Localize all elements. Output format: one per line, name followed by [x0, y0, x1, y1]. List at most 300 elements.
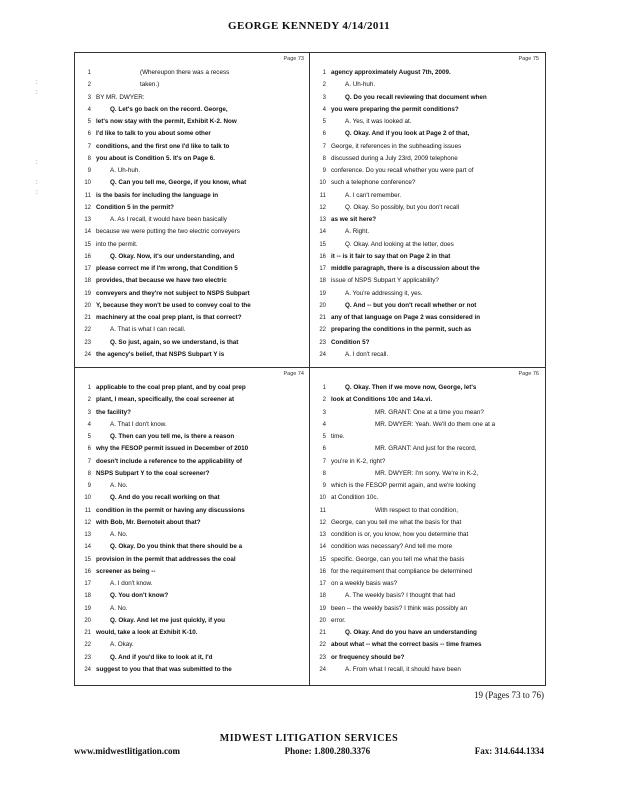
line-text: suggest to you that that was submitted to the [96, 665, 232, 673]
transcript-line [310, 263, 543, 275]
transcript-line [310, 128, 543, 140]
line-text: A. I don't recall. [345, 350, 389, 358]
transcript-line [310, 615, 543, 627]
line-text: MR. GRANT: One at a time you mean? [375, 408, 484, 416]
transcript-line [310, 382, 543, 394]
transcript-line [75, 578, 308, 590]
line-list [75, 67, 308, 361]
transcript-line [310, 566, 543, 578]
line-text: applicable to the coal prep plant, and by coal prep [96, 384, 246, 391]
line-number: 18 [84, 278, 91, 285]
transcript-line [75, 116, 308, 128]
line-text: A. As I recall, it would have been basically [110, 216, 227, 223]
transcript-line [75, 202, 308, 214]
transcript-line [310, 456, 543, 468]
transcript-line [310, 468, 543, 480]
line-number: 16 [84, 253, 91, 260]
line-text: I'd like to talk to you about some other [96, 130, 211, 138]
transcript-line [75, 627, 308, 639]
line-number: 20 [84, 617, 91, 624]
line-number: 13 [84, 532, 91, 538]
line-number: 8 [87, 155, 91, 162]
line-number: 15 [84, 241, 91, 248]
transcript-line [75, 275, 308, 287]
transcript-line [310, 153, 543, 165]
line-list [310, 67, 543, 361]
line-text: time. [331, 433, 345, 440]
transcript-line [310, 251, 543, 263]
line-text: Condition 5? [331, 338, 370, 346]
line-text: A. Uh-huh. [345, 81, 376, 89]
line-number: 4 [322, 106, 326, 113]
transcript-line [75, 104, 308, 116]
line-number: 17 [319, 581, 326, 587]
transcript-line [310, 214, 543, 226]
line-number: 1 [87, 385, 91, 391]
transcript-line [75, 263, 308, 275]
transcript-line [75, 153, 308, 165]
transcript-line [310, 165, 543, 177]
transcript-page-74 [75, 368, 308, 681]
line-number: 5 [322, 434, 326, 440]
transcript-line [75, 505, 308, 517]
line-text: NSPS Subpart Y to the coal screener? [96, 469, 210, 477]
line-text: Q. Do you recall reviewing that document when [345, 93, 487, 101]
line-text: about what -- what the correct basis -- time frames [331, 641, 482, 649]
transcript-line [310, 275, 543, 287]
line-number: 3 [322, 409, 326, 416]
line-number: 23 [84, 339, 91, 346]
line-number: 7 [322, 143, 326, 150]
transcript-line [310, 443, 543, 455]
transcript-line [75, 214, 308, 226]
line-text: discussed during a July 23rd, 2009 telephone [331, 154, 458, 162]
transcript-line [75, 492, 308, 504]
line-text: please correct me if I'm wrong, that Condition 5 [96, 265, 238, 272]
transcript-line [310, 541, 543, 553]
line-number: 14 [84, 229, 91, 236]
transcript-line [310, 480, 543, 492]
transcript-line [310, 104, 543, 116]
line-number: 2 [322, 82, 326, 89]
line-number: 11 [84, 507, 91, 514]
line-text: you're in K-2, right? [331, 457, 386, 465]
transcript-line [310, 312, 543, 324]
transcript-line [75, 349, 308, 361]
line-text: conference. Do you recall whether you were part of [331, 167, 474, 174]
line-number: 3 [87, 94, 91, 101]
line-number: 21 [319, 315, 326, 321]
transcript-line [75, 67, 308, 79]
line-text: A. Uh-huh. [110, 167, 141, 174]
line-text: into the permit. [96, 240, 138, 248]
line-number: 20 [319, 302, 326, 309]
line-text: provides, that because we have two electric [96, 277, 227, 285]
line-number: 6 [87, 446, 91, 453]
transcript-line [75, 324, 308, 336]
transcript-line [310, 652, 543, 664]
line-text: such a telephone conference? [331, 179, 416, 187]
line-number: 24 [84, 666, 91, 673]
transcript-line [75, 443, 308, 455]
line-text: MR. DWYER: Yeah. We'll do them one at a [375, 420, 496, 428]
line-text: Condition 5 in the permit? [96, 203, 175, 211]
line-text: Q. Okay. Do you think that there should be a [110, 543, 243, 551]
line-text: A. That is what I can recall. [110, 326, 186, 334]
line-text: Q. And do you recall working on that [110, 494, 220, 502]
transcript-line [310, 202, 543, 214]
line-number: 1 [322, 70, 326, 76]
line-list [75, 382, 308, 676]
line-text: condition is or, you know, how you determine that [331, 531, 469, 538]
transcript-line [75, 288, 308, 300]
transcript-line [310, 554, 543, 566]
line-text: let's now stay with the permit, Exhibit K-2. Now [96, 118, 237, 125]
line-number: 11 [319, 192, 326, 199]
line-number: 17 [319, 266, 326, 272]
line-text: A. The weekly basis? I thought that had [345, 592, 456, 600]
transcript-line [75, 165, 308, 177]
line-number: 21 [84, 630, 91, 636]
line-number: 12 [84, 519, 91, 526]
transcript-line [310, 239, 543, 251]
line-number: 10 [84, 180, 91, 187]
line-number: 1 [87, 70, 91, 76]
line-number: 7 [87, 143, 91, 150]
transcript-line [75, 517, 308, 529]
line-number: 3 [87, 409, 91, 416]
line-text: the agency's belief, that NSPS Subpart Y is [96, 350, 225, 358]
line-text: the facility? [96, 408, 131, 416]
line-text: because we were putting the two electric conveyers [96, 228, 240, 236]
line-number: 13 [84, 217, 91, 223]
transcript-line [310, 300, 543, 312]
line-number: 19 [84, 290, 91, 297]
transcript-line [75, 382, 308, 394]
line-number: 20 [319, 617, 326, 624]
line-number: 13 [319, 217, 326, 223]
line-number: 10 [319, 180, 326, 187]
transcript-line [310, 517, 543, 529]
transcript-line [75, 615, 308, 627]
document-header: GEORGE KENNEDY 4/14/2011 [228, 20, 390, 32]
line-text: With respect to that condition, [375, 506, 458, 514]
line-text: is the basis for including the language in [96, 191, 219, 199]
line-number: 24 [319, 666, 326, 673]
line-number: 11 [84, 192, 91, 199]
line-text: would, take a look at Exhibit K-10. [96, 629, 198, 636]
line-number: 12 [84, 204, 91, 211]
transcript-line [75, 394, 308, 406]
line-number: 19 [84, 605, 91, 612]
transcript-line [310, 603, 543, 615]
line-text: George, can you tell me what the basis for that [331, 518, 462, 526]
transcript-page-75 [310, 53, 543, 366]
transcript-line [75, 407, 308, 419]
transcript-line [75, 190, 308, 202]
transcript-line [75, 566, 308, 578]
page-label: Page 75 [518, 56, 539, 62]
line-number: 19 [319, 290, 326, 297]
transcript-line [310, 407, 543, 419]
transcript-line [310, 664, 543, 676]
line-text: issue of NSPS Subpart Y applicability? [331, 277, 439, 285]
transcript-line [310, 337, 543, 349]
transcript-line [75, 468, 308, 480]
line-number: 19 [319, 605, 326, 612]
line-text: George, it references in the subheading issues [331, 142, 462, 150]
line-number: 4 [322, 421, 326, 428]
transcript-line [310, 394, 543, 406]
line-number: 22 [84, 642, 91, 649]
line-text: A. From what I recall, it should have been [345, 665, 461, 673]
line-text: any of that language on Page 2 was considered in [331, 314, 481, 321]
transcript-line [310, 627, 543, 639]
line-text: provision in the permit that addresses the coal [96, 555, 236, 563]
transcript-line [75, 251, 308, 263]
line-text: condition in the permit or having any discussions [96, 506, 245, 514]
line-number: 2 [87, 82, 91, 89]
line-number: 24 [84, 351, 91, 358]
transcript-page-73 [75, 53, 308, 366]
line-number: 10 [319, 495, 326, 502]
transcript-line [75, 541, 308, 553]
line-number: 21 [319, 630, 326, 636]
transcript-line [310, 505, 543, 517]
line-text: as we sit here? [331, 216, 377, 223]
line-number: 7 [87, 458, 91, 465]
line-text: A. That I don't know. [110, 420, 167, 428]
transcript-line [75, 337, 308, 349]
line-number: 14 [319, 544, 326, 551]
line-text: doesn't include a reference to the applicability of [96, 457, 243, 465]
transcript-line [310, 431, 543, 443]
line-number: 18 [84, 593, 91, 600]
line-text: A. I don't know. [110, 580, 153, 587]
line-number: 5 [87, 434, 91, 440]
line-number: 2 [87, 397, 91, 404]
line-number: 21 [84, 315, 91, 321]
transcript-line [310, 419, 543, 431]
line-number: 9 [322, 483, 326, 489]
line-number: 22 [319, 327, 326, 334]
transcript-line [75, 226, 308, 238]
line-text: Q. Can you tell me, George, if you know, what [110, 179, 247, 187]
line-number: 8 [322, 155, 326, 162]
line-number: 17 [84, 581, 91, 587]
transcript-line [310, 190, 543, 202]
line-text: agency approximately August 7th, 2009. [331, 69, 451, 76]
line-number: 18 [319, 593, 326, 600]
line-number: 5 [87, 119, 91, 125]
transcript-line [75, 92, 308, 104]
line-text: specific. George, can you tell me what the basis [331, 555, 465, 563]
transcript-line [310, 116, 543, 128]
line-text: it -- is it fair to say that on Page 2 in that [331, 252, 451, 260]
line-number: 6 [87, 131, 91, 138]
line-number: 20 [84, 302, 91, 309]
line-text: taken.) [140, 81, 160, 89]
transcript-line [310, 141, 543, 153]
line-number: 6 [322, 131, 326, 138]
line-text: MR. GRANT: And just for the record, [375, 445, 477, 453]
line-text: which is the FESOP permit again, and we're looking [331, 482, 476, 489]
line-text: Q. Okay. And do you have an understanding [345, 629, 477, 636]
line-number: 4 [87, 106, 91, 113]
line-text: A. Okay. [110, 641, 134, 649]
transcript-line [75, 480, 308, 492]
line-text: condition was necessary? And tell me more [331, 543, 453, 551]
line-text: Q. Okay. Now, it's our understanding, and [110, 252, 235, 260]
transcript-line [75, 312, 308, 324]
transcript-line [75, 128, 308, 140]
transcript-line [310, 226, 543, 238]
line-number: 6 [322, 446, 326, 453]
line-number: 14 [319, 229, 326, 236]
line-number: 16 [84, 568, 91, 575]
footer-contact [74, 746, 544, 756]
line-text: A. No. [110, 604, 128, 612]
line-text: Q. Let's go back on the record. George, [110, 105, 228, 113]
footer-company: MIDWEST LITIGATION SERVICES [219, 733, 399, 744]
transcript-line [310, 349, 543, 361]
line-text: conditions, and the first one I'd like to talk to [96, 142, 230, 150]
line-text: preparing the conditions in the permit, such as [331, 326, 472, 334]
line-text: for the requirement that compliance be determined [331, 567, 473, 575]
transcript-line [75, 590, 308, 602]
line-number: 15 [319, 556, 326, 563]
transcript-line [75, 554, 308, 566]
transcript-line [75, 456, 308, 468]
line-number: 22 [319, 642, 326, 649]
line-text: been -- the weekly basis? I think was possibly an [331, 604, 468, 612]
line-number: 12 [319, 204, 326, 211]
line-number: 17 [84, 266, 91, 272]
line-text: Q. So just, again, so we understand, is that [110, 338, 239, 346]
footer-phone: Phone: 1.800.280.3376 [284, 746, 371, 756]
transcript-line [310, 177, 543, 189]
line-number: 16 [319, 253, 326, 260]
transcript-line [75, 177, 308, 189]
transcript-line [310, 590, 543, 602]
line-number: 1 [322, 385, 326, 391]
line-text: plant, I mean, specifically, the coal screener at [96, 396, 235, 404]
line-number: 22 [84, 327, 91, 334]
line-text: at Condition 10c. [331, 494, 379, 502]
transcript-line [75, 419, 308, 431]
line-number: 7 [322, 458, 326, 465]
transcript-line [310, 79, 543, 91]
line-number: 15 [319, 241, 326, 248]
line-number: 13 [319, 532, 326, 538]
footer-website: www.midwestlitigation.com [74, 746, 180, 756]
transcript-line [310, 492, 543, 504]
line-text: (Whereupon there was a recess [140, 69, 230, 76]
transcript-line [75, 300, 308, 312]
line-number: 9 [87, 168, 91, 174]
line-number: 8 [87, 470, 91, 477]
line-number: 11 [319, 507, 326, 514]
line-text: you were preparing the permit conditions? [331, 105, 459, 113]
line-number: 24 [319, 351, 326, 358]
line-number: 5 [322, 119, 326, 125]
transcript-line [310, 324, 543, 336]
line-text: error. [331, 616, 346, 624]
line-text: MR. DWYER: I'm sorry. We're in K-2, [375, 469, 479, 477]
line-text: or frequency should be? [331, 653, 405, 661]
line-text: look at Conditions 10c and 14a.vi. [331, 396, 433, 404]
line-number: 16 [319, 568, 326, 575]
line-number: 23 [319, 339, 326, 346]
page-label: Page 76 [518, 371, 539, 377]
line-text: A. Yes, it was looked at. [345, 118, 412, 125]
line-text: Q. Okay. And if you look at Page 2 of that, [345, 130, 470, 138]
line-text: conveyers and they're not subject to NSPS Subpart [96, 289, 250, 297]
transcript-line [75, 664, 308, 676]
line-number: 10 [84, 495, 91, 502]
line-text: A. Right. [345, 228, 370, 236]
line-text: BY MR. DWYER: [96, 93, 145, 101]
page-label: Page 74 [283, 371, 304, 377]
line-number: 23 [84, 654, 91, 661]
line-number: 4 [87, 421, 91, 428]
line-text: you about is Condition 5. It's on Page 6. [96, 154, 216, 162]
transcript-line [75, 529, 308, 541]
line-list [310, 382, 543, 676]
line-text: Q. Okay. So possibly, but you don't recall [345, 203, 460, 211]
line-text: machinery at the coal prep plant, is that correct? [96, 314, 242, 321]
line-text: Y, because they won't be used to convey coal to the [96, 301, 251, 309]
transcript-line [310, 92, 543, 104]
line-number: 9 [87, 483, 91, 489]
transcript-line [75, 141, 308, 153]
line-text: A. No. [110, 531, 128, 538]
line-text: Q. You don't know? [110, 592, 169, 600]
transcript-line [310, 529, 543, 541]
line-text: Q. Okay. And let me just quickly, if you [110, 616, 226, 624]
line-number: 9 [322, 168, 326, 174]
line-text: A. I can't remember. [345, 191, 402, 199]
line-text: screener as being -- [96, 567, 156, 575]
transcript-line [75, 639, 308, 651]
line-text: Q. Then can you tell me, is there a reason [110, 433, 235, 440]
line-number: 14 [84, 544, 91, 551]
transcript-line [75, 239, 308, 251]
page-range: 19 (Pages 73 to 76) [474, 690, 544, 700]
line-text: Q. Okay. And looking at the letter, does [345, 240, 454, 248]
transcript-line [310, 639, 543, 651]
line-text: Q. Okay. Then if we move now, George, let's [345, 384, 477, 391]
page-label: Page 73 [283, 56, 304, 62]
transcript-line [310, 288, 543, 300]
line-number: 8 [322, 470, 326, 477]
transcript-line [310, 578, 543, 590]
line-text: with Bob, Mr. Bernoteit about that? [96, 518, 201, 526]
line-number: 15 [84, 556, 91, 563]
transcript-line [75, 652, 308, 664]
transcript-line [310, 67, 543, 79]
line-text: Q. And -- but you don't recall whether or not [345, 301, 477, 309]
line-text: A. No. [110, 482, 128, 489]
margin-marks: : : : : : [36, 80, 38, 196]
footer-fax: Fax: 314.644.1334 [474, 746, 544, 756]
line-text: Q. And if you'd like to look at it, I'd [110, 653, 213, 661]
transcript-line [75, 431, 308, 443]
transcript-line [75, 603, 308, 615]
line-text: A. You're addressing it, yes. [345, 289, 423, 297]
line-number: 18 [319, 278, 326, 285]
line-text: why the FESOP permit issued in December of 2010 [96, 445, 249, 453]
